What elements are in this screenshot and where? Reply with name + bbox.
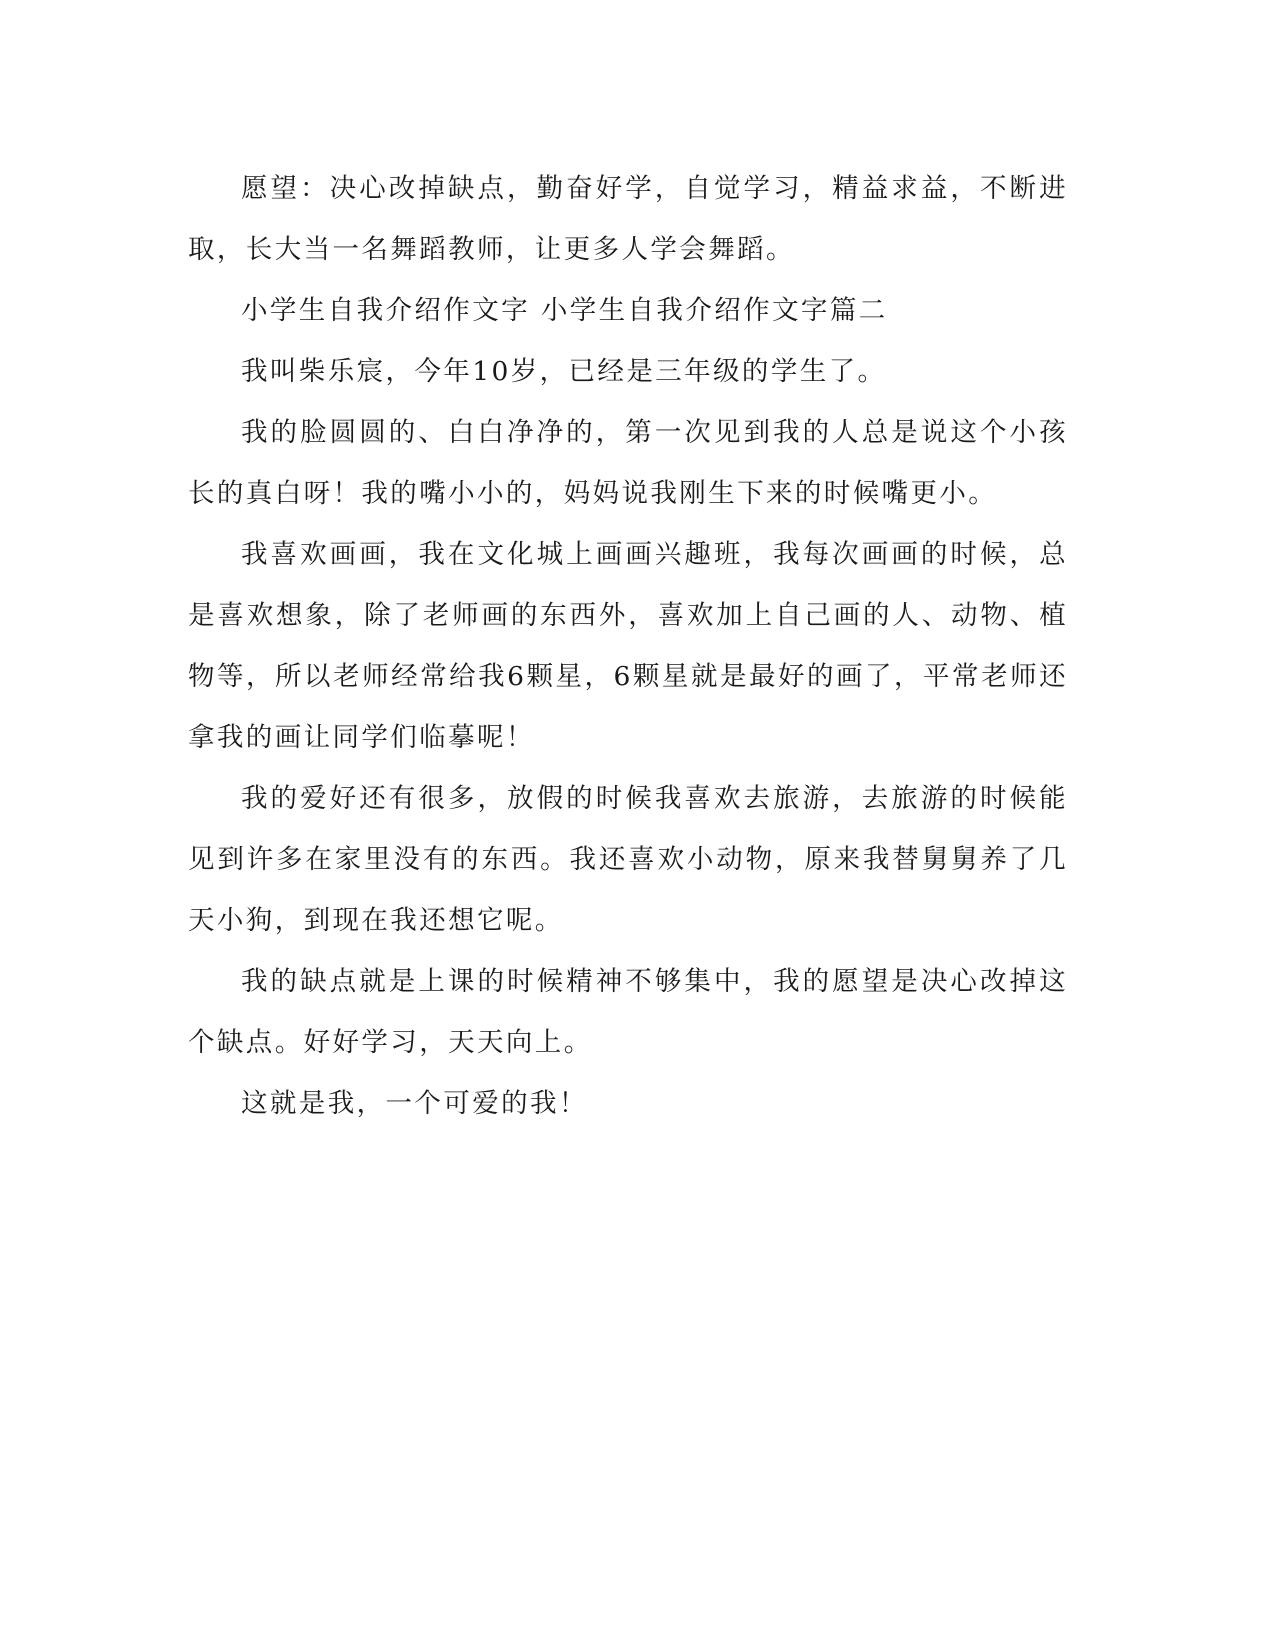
paragraph-wish: 愿望：决心改掉缺点，勤奋好学，自觉学习，精益求益，不断进取，长大当一名舞蹈教师，让更多人学会舞蹈。 xyxy=(188,173,1068,265)
paragraph-hobbies: 我的爱好还有很多，放假的时候我喜欢去旅游，去旅游的时候能见到许多在家里没有的东西。我还喜欢小动物，原来我替舅舅养了几天小狗，到现在我还想它呢。 xyxy=(188,783,1068,936)
paragraph-section-heading: 小学生自我介绍作文字 小学生自我介绍作文字篇二 xyxy=(241,295,888,326)
paragraph-closing: 这就是我，一个可爱的我！ xyxy=(241,1088,588,1119)
document-body xyxy=(188,158,1068,1134)
paragraph-drawing: 我喜欢画画，我在文化城上画画兴趣班，我每次画画的时候，总是喜欢想象，除了老师画的东西外，喜欢加上自己画的人、动物、植物等，所以老师经常给我6颗星，6颗星就是最好的画了，平常老师还拿我的画让同学们临摹呢！ xyxy=(188,539,1068,753)
paragraph-name-age: 我叫柴乐宸，今年10岁，已经是三年级的学生了。 xyxy=(241,356,887,387)
paragraph-appearance: 我的脸圆圆的、白白净净的，第一次见到我的人总是说这个小孩长的真白呀！我的嘴小小的，妈妈说我刚生下来的时候嘴更小。 xyxy=(188,417,1068,509)
paragraph-shortcoming: 我的缺点就是上课的时候精神不够集中，我的愿望是决心改掉这个缺点。好好学习，天天向上。 xyxy=(188,966,1068,1058)
